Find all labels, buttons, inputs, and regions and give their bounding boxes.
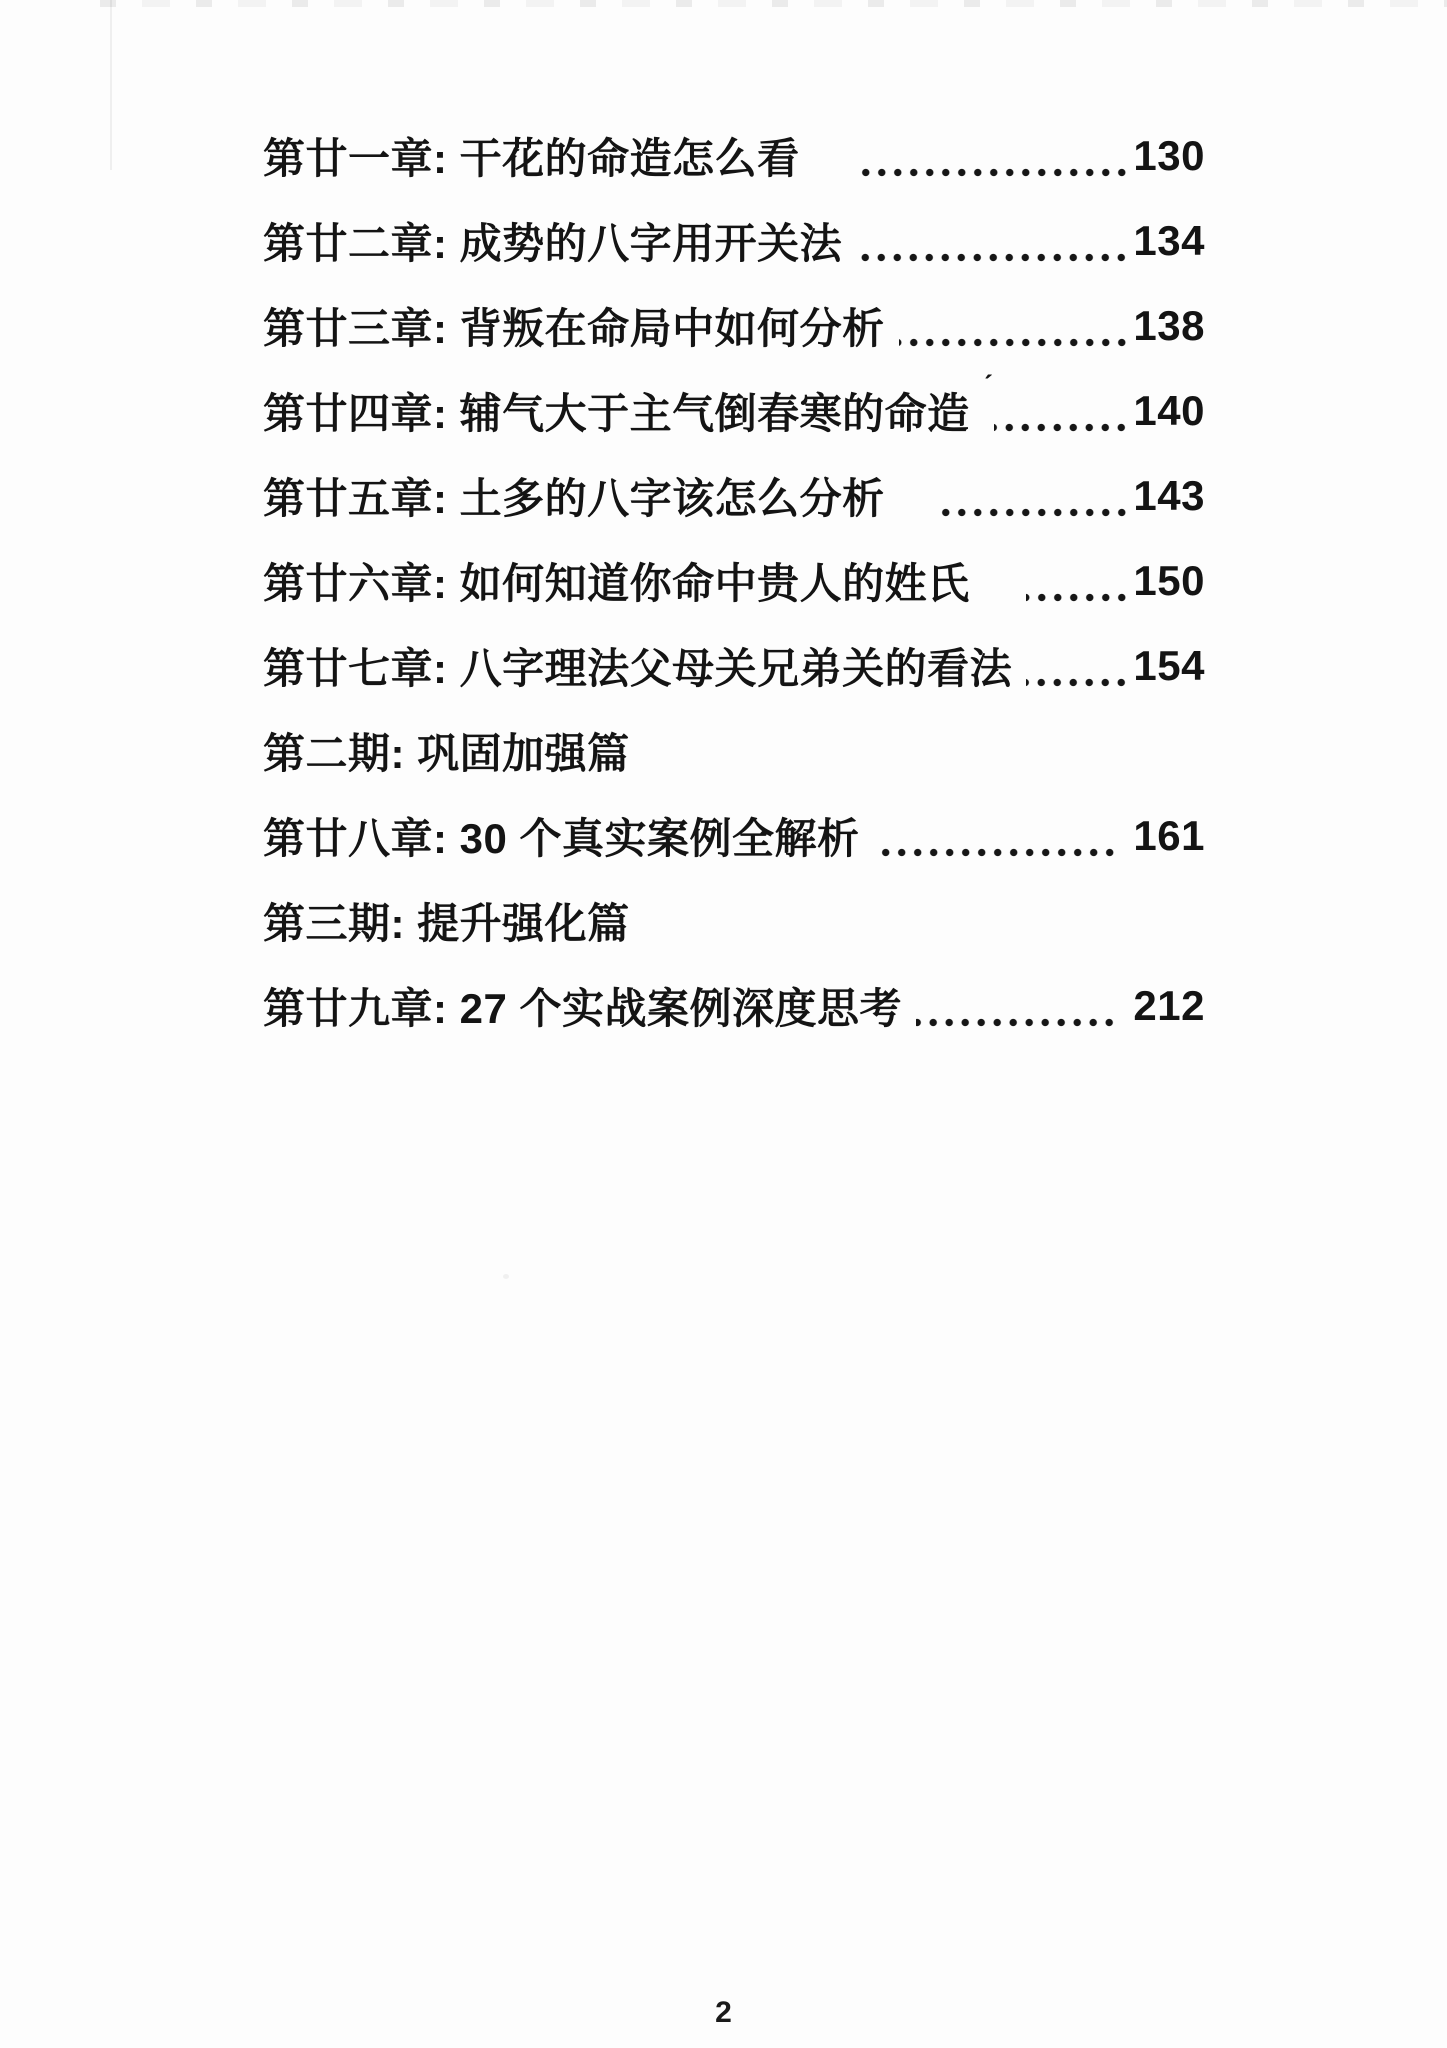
dot-leader bbox=[856, 253, 1133, 262]
toc-row-chapter-28 bbox=[263, 793, 1205, 878]
page-number: 212 bbox=[1121, 981, 1205, 1029]
toc-row-chapter-27 bbox=[263, 623, 1205, 708]
chapter-title: 第廿二章: 成势的八字用开关法 bbox=[263, 219, 843, 267]
chapter-title: 第廿四章: 辅气大于主气倒春寒的命造 bbox=[263, 389, 970, 437]
page-number: 154 bbox=[1133, 641, 1205, 689]
page-number: 138 bbox=[1133, 301, 1205, 349]
dot-leader bbox=[874, 848, 1122, 857]
page-number: 150 bbox=[1133, 556, 1205, 604]
dot-leader bbox=[916, 1018, 1121, 1027]
chapter-title: 第廿六章: 如何知道你命中贵人的姓氏 bbox=[263, 559, 970, 607]
dot-leader bbox=[899, 338, 1134, 347]
toc-row-chapter-22 bbox=[263, 198, 1205, 283]
footer-page-number: 2 bbox=[715, 1996, 732, 2029]
chapter-title: 第廿七章: 八字理法父母关兄弟关的看法 bbox=[263, 644, 1013, 692]
section-title: 第二期: 巩固加强篇 bbox=[263, 729, 630, 777]
toc-row-chapter-24: 第廿四章: 辅气大于主气倒春寒的命造 ˊ 140 bbox=[263, 368, 1205, 453]
toc-row-chapter-29 bbox=[263, 963, 1205, 1048]
page-number: 161 bbox=[1121, 811, 1205, 859]
chapter-title: 第廿三章: 背叛在命局中如何分析 bbox=[263, 304, 885, 352]
toc-row-chapter-26 bbox=[263, 538, 1205, 623]
dot-leader bbox=[1026, 678, 1133, 687]
chapter-title: 第廿八章: 30 个真实案例全解析 bbox=[263, 814, 860, 862]
scan-artifact-left-line bbox=[110, 0, 112, 170]
toc-row-chapter-21 bbox=[263, 113, 1205, 198]
chapter-title: 第廿一章: 干花的命造怎么看 bbox=[263, 134, 800, 182]
scan-artifact-top-band bbox=[100, 0, 1447, 7]
toc-row-chapter-23 bbox=[263, 283, 1205, 368]
toc-section-period-2 bbox=[263, 708, 1205, 793]
page-number: 143 bbox=[1133, 471, 1205, 519]
toc-row-chapter-25 bbox=[263, 453, 1205, 538]
chapter-title: 第廿九章: 27 个实战案例深度思考 bbox=[263, 984, 903, 1032]
section-title: 第三期: 提升强化篇 bbox=[263, 899, 630, 947]
scan-artifact-speck bbox=[503, 1274, 509, 1279]
dot-leader bbox=[941, 508, 1134, 517]
dot-leader bbox=[856, 168, 1134, 177]
page-number: 130 bbox=[1133, 131, 1205, 179]
table-of-contents bbox=[263, 113, 1205, 1048]
chapter-title: 第廿五章: 土多的八字该怎么分析 bbox=[263, 474, 885, 522]
dot-leader bbox=[994, 423, 1133, 432]
toc-section-period-3 bbox=[263, 878, 1205, 963]
dot-leader bbox=[1026, 593, 1134, 602]
page-number: 134 bbox=[1133, 216, 1205, 264]
page-number: 140 bbox=[1133, 386, 1205, 434]
